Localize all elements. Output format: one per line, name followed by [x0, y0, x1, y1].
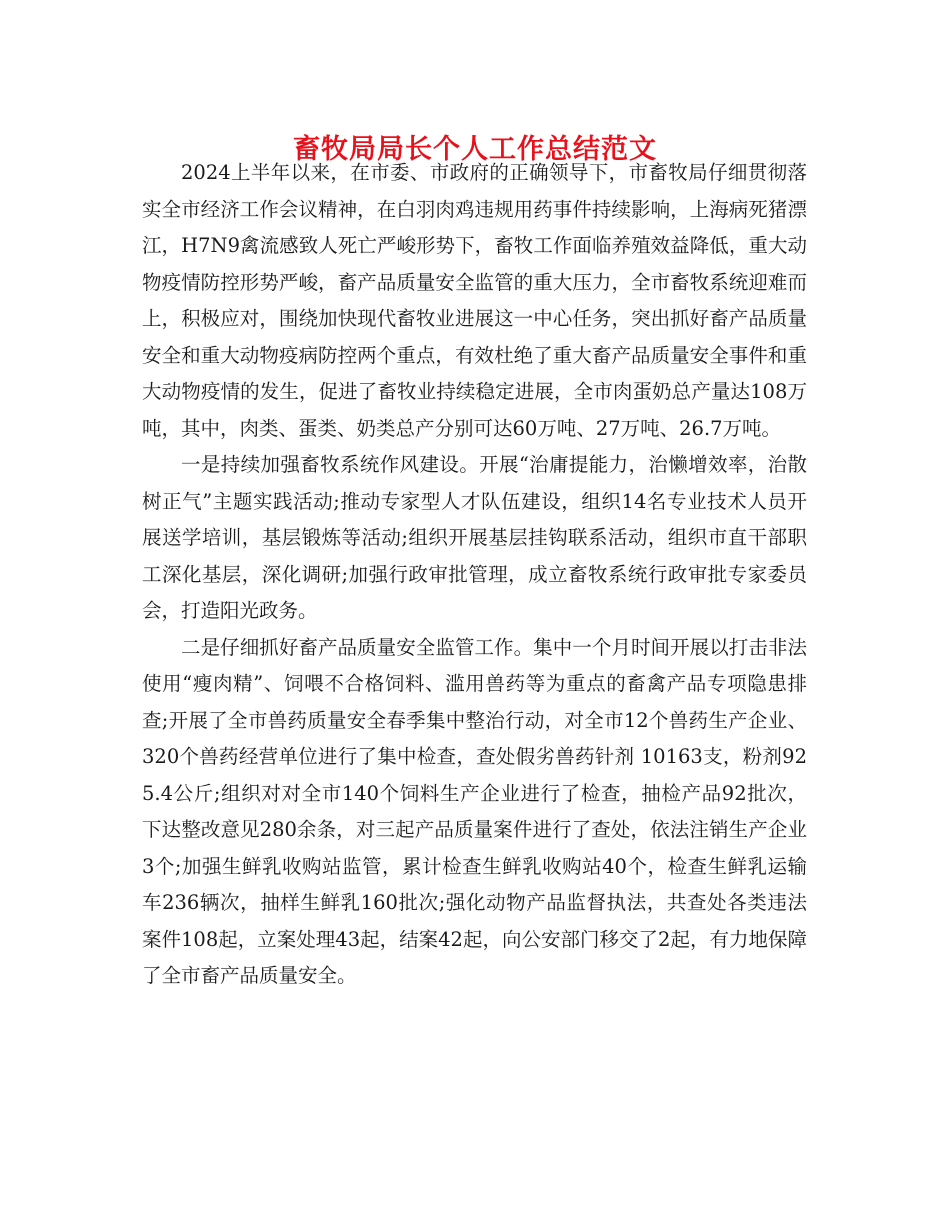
document-body	[142, 155, 807, 995]
document-title: 畜牧局局长个人工作总结范文	[293, 134, 657, 166]
paragraph-intro: 2024上半年以来，在市委、市政府的正确领导下，市畜牧局仔细贯彻落实全市经济工作会议精神，在白羽肉鸡违规用药事件持续影响，上海病死猪漂江，H7N9禽流感致人死亡严峻形势下，畜牧工作面临养殖效益降低，重大动物疫情防控形势严峻，畜产品质量安全监管的重大压力，全市畜牧系统迎难而上，积极应对，围绕加快现代畜牧业进展这一中心任务，突出抓好畜产品质量安全和重大动物疫病防控两个重点，有效杜绝了重大畜产品质量安全事件和重大动物疫情的发生，促进了畜牧业持续稳定进展，全市肉蛋奶总产量达108万吨，其中，肉类、蛋类、奶类总产分别可达60万吨、27万吨、26.7万吨。	[142, 161, 807, 440]
paragraph-quality-supervision: 二是仔细抓好畜产品质量安全监管工作。集中一个月时间开展以打击非法使用“瘦肉精”、饲喂不合格饲料、滥用兽药等为重点的畜禽产品专项隐患排查;开展了全市兽药质量安全春季集中整治行动，对全市12个兽药生产企业、320个兽药经营单位进行了集中检查，查处假劣兽药针剂 10163支，粉剂925.4公斤;组织对对全市140个饲料生产企业进行了检查，抽检产品92批次，下达整改意见280余条，对三起产品质量案件进行了查处，依法注销生产企业3个;加强生鲜乳收购站监管，累计检查生鲜乳收购站40个，检查生鲜乳运输车236辆次，抽样生鲜乳160批次;强化动物产品监督执法，共查处各类违法案件108起，立案处理43起，结案42起，向公安部门移交了2起，有力地保障了全市畜产品质量安全。	[142, 635, 807, 987]
paragraph-work-style: 一是持续加强畜牧系统作风建设。开展“治庸提能力，治懒增效率，治散树正气”主题实践活动;推动专家型人才队伍建设，组织14名专业技术人员开展送学培训，基层锻炼等活动;组织开展基层挂钩联系活动，组织市直干部职工深化基层，深化调研;加强行政审批管理，成立畜牧系统行政审批专家委员会，打造阳光政务。	[142, 453, 807, 622]
